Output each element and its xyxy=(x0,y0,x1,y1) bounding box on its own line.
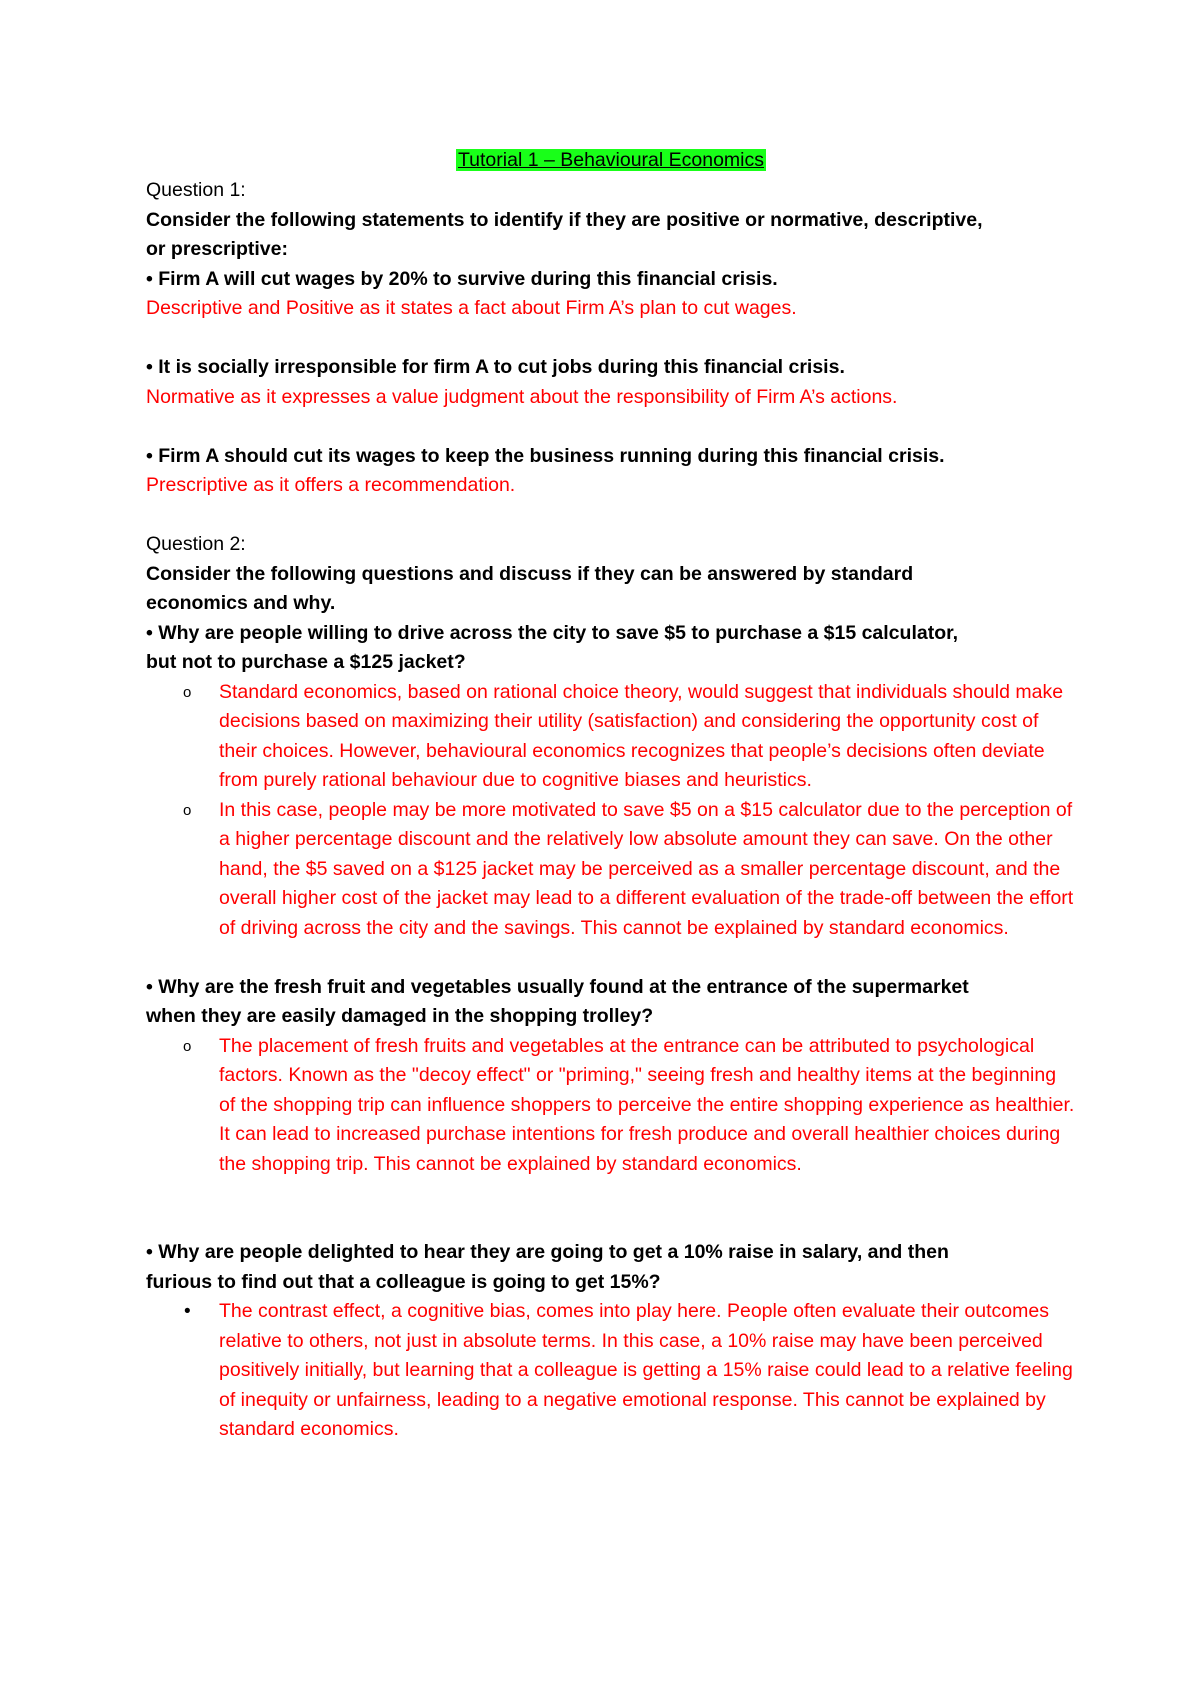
question-1-heading: Question 1: xyxy=(146,179,246,201)
prompt-2-line-2: when they are easily damaged in the shopping trolley? xyxy=(146,1005,654,1027)
question-1-intro-line-2: or prescriptive: xyxy=(146,238,288,260)
document-body xyxy=(146,146,1076,1445)
list-item xyxy=(146,1297,1076,1445)
question-2-heading: Question 2: xyxy=(146,533,246,555)
question-1-intro-line-1: Consider the following statements to identify if they are positive or normative, descriptive, xyxy=(146,208,983,231)
circle-bullet-icon: o xyxy=(183,683,192,701)
question-2-intro-line-1: Consider the following questions and discuss if they can be answered by standard xyxy=(146,562,914,585)
prompt-1-answers xyxy=(146,678,1076,944)
list-item xyxy=(146,796,1076,944)
prompt-3-answers xyxy=(146,1297,1076,1445)
document-title: Tutorial 1 – Behavioural Economics xyxy=(457,149,764,171)
circle-bullet-icon: o xyxy=(183,1037,192,1055)
prompt-3-line-2: furious to find out that a colleague is going to get 15%? xyxy=(146,1270,661,1293)
prompt-3-line-1: • Why are people delighted to hear they are going to get a 10% raise in salary, and then xyxy=(146,1241,949,1263)
prompt-1-line-1: • Why are people willing to drive across the city to save $5 to purchase a $15 calculator, xyxy=(146,621,959,644)
prompt-3-answer-1: The contrast effect, a cognitive bias, comes into play here. People often evaluate their outcomes relative to others, not just in absolute terms. In this case, a 10% raise may have been perceived positively initially, but learning that a colleague is getting a 15% raise could lead to a relative feeling of inequity or unfairness, leading to a negative emotional response. This cannot be explained by standard economics. xyxy=(219,1300,1073,1440)
prompt-1-answer-2: In this case, people may be more motivated to save $5 on a $15 calculator due to the perception of a higher percentage discount and the relatively low absolute amount they can save. On the other hand, the $5 saved on a $125 jacket may be perceived as a smaller percentage discount, and the overall higher cost of the jacket may lead to a different evaluation of the trade-off between the effort of driving across the city and the savings. This cannot be explained by standard economics. xyxy=(219,798,1074,939)
title-row xyxy=(146,146,1076,176)
statement-2: • It is socially irresponsible for firm A to cut jobs during this financial crisis. xyxy=(146,356,845,378)
prompt-1-answer-1: Standard economics, based on rational choice theory, would suggest that individuals should make decisions based on maximizing their utility (satisfaction) and considering the opportunity cost of their choices. However, behavioural economics recognizes that people’s decisions often deviate from purely rational behaviour due to cognitive biases and heuristics. xyxy=(219,680,1064,791)
question-2-intro-line-2: economics and why. xyxy=(146,592,336,614)
answer-2: Normative as it expresses a value judgment about the responsibility of Firm A’s actions. xyxy=(146,385,898,408)
dot-bullet-icon: • xyxy=(184,1301,191,1322)
list-item xyxy=(146,1032,1076,1180)
statement-3: • Firm A should cut its wages to keep the business running during this financial crisis. xyxy=(146,444,945,467)
prompt-2-answer-1: The placement of fresh fruits and vegetables at the entrance can be attributed to psychological factors. Known as the "decoy effect" or "priming," seeing fresh and healthy items at the beginning of the shopping trip can influence shoppers to perceive the entire shopping experience as healthier. It can lead to increased purchase intentions for fresh produce and overall healthier choices during the shopping trip. This cannot be explained by standard economics. xyxy=(219,1034,1075,1175)
statement-1: • Firm A will cut wages by 20% to survive during this financial crisis. xyxy=(146,267,778,290)
answer-3: Prescriptive as it offers a recommendation. xyxy=(146,474,516,496)
circle-bullet-icon: o xyxy=(183,801,192,819)
prompt-1-line-2: but not to purchase a $125 jacket? xyxy=(146,651,466,673)
list-item xyxy=(146,678,1076,796)
prompt-2-answers xyxy=(146,1032,1076,1180)
prompt-2-line-1: • Why are the fresh fruit and vegetables usually found at the entrance of the supermarket xyxy=(146,975,969,998)
answer-1: Descriptive and Positive as it states a fact about Firm A’s plan to cut wages. xyxy=(146,297,797,319)
